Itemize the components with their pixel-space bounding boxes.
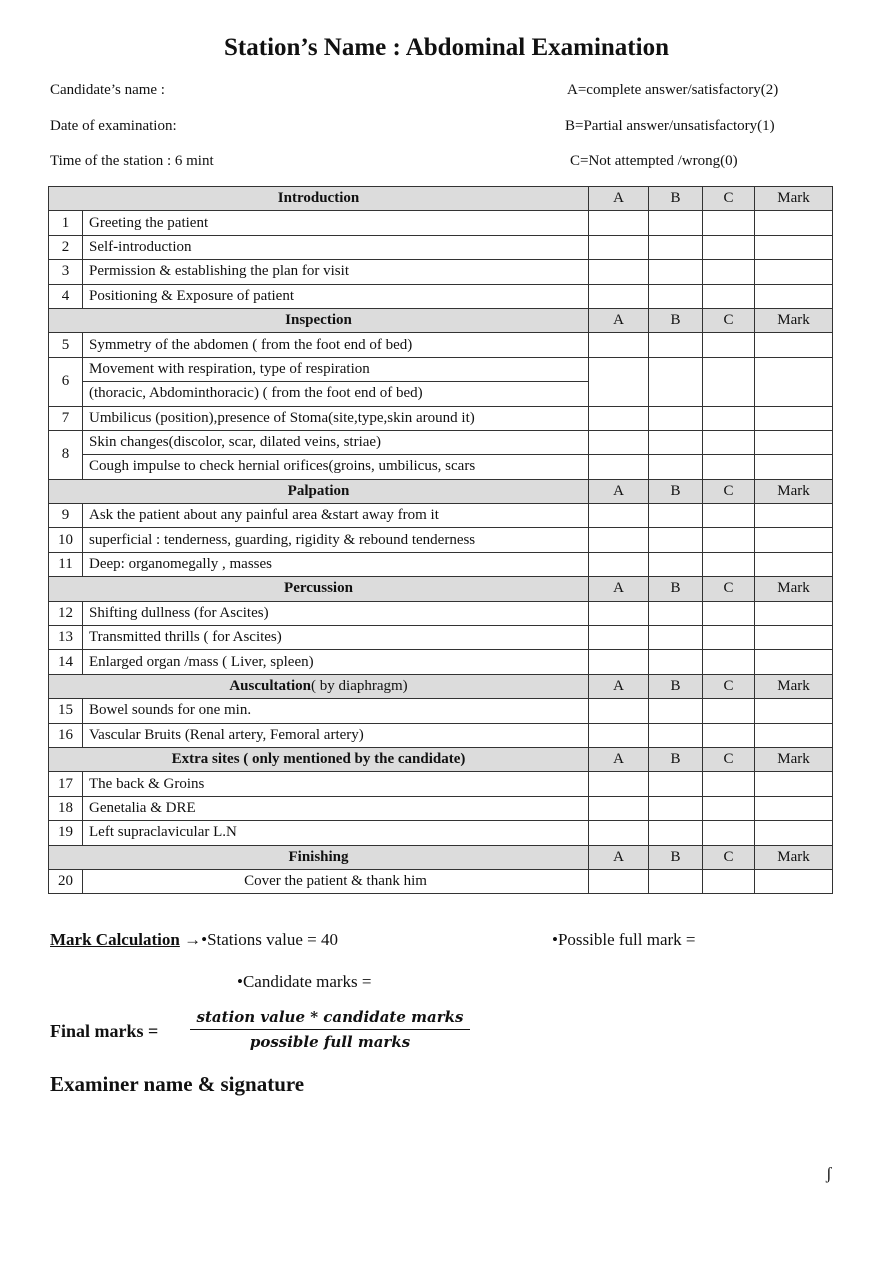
item-number: 11 — [49, 552, 83, 576]
item-text: superficial : tenderness, guarding, rigidity & rebound tenderness — [83, 528, 589, 552]
score-a-cell[interactable] — [589, 333, 649, 357]
table-row — [49, 699, 833, 723]
col-b-header: B — [649, 479, 703, 503]
station-time-label: Time of the station : 6 mint — [50, 153, 214, 169]
col-a-header: A — [589, 479, 649, 503]
score-a-cell[interactable] — [589, 211, 649, 235]
score-b-cell[interactable] — [649, 772, 703, 796]
score-a-cell[interactable] — [589, 406, 649, 430]
mark-cell[interactable] — [755, 235, 833, 259]
score-c-cell[interactable] — [703, 260, 755, 284]
item-text: Skin changes(discolor, scar, dilated veins, striae) — [83, 430, 589, 454]
table-row — [49, 626, 833, 650]
table-row — [49, 235, 833, 259]
item-text: Positioning & Exposure of patient — [83, 284, 589, 308]
page-title: Station’s Name : Abdominal Examination — [224, 34, 669, 61]
exam-date-label: Date of examination: — [50, 118, 177, 134]
item-number: 20 — [49, 869, 83, 893]
examiner-signature-label: Examiner name & signature — [50, 1072, 305, 1096]
col-mark-header: Mark — [755, 479, 833, 503]
score-c-cell[interactable] — [703, 821, 755, 845]
section-title-cell — [49, 674, 589, 698]
score-b-cell[interactable] — [649, 699, 703, 723]
item-number: 17 — [49, 772, 83, 796]
item-number: 4 — [49, 284, 83, 308]
score-b-cell[interactable] — [649, 650, 703, 674]
section-title: Auscultation — [229, 678, 312, 694]
score-c-cell[interactable] — [703, 601, 755, 625]
item-number: 6 — [49, 357, 83, 406]
score-c-cell[interactable] — [703, 430, 755, 454]
score-b-cell[interactable] — [649, 235, 703, 259]
score-c-cell[interactable] — [703, 333, 755, 357]
score-a-cell[interactable] — [589, 869, 649, 893]
table-row — [49, 284, 833, 308]
score-a-cell[interactable] — [589, 626, 649, 650]
score-a-cell[interactable] — [589, 552, 649, 576]
score-c-cell[interactable] — [703, 455, 755, 479]
item-text-continued: (thoracic, Abdominthoracic) ( from the foot end of bed) — [83, 382, 589, 406]
col-b-header: B — [649, 187, 703, 211]
mark-cell[interactable] — [755, 796, 833, 820]
final-marks-formula — [190, 1008, 470, 1051]
item-number: 2 — [49, 235, 83, 259]
col-b-header: B — [649, 674, 703, 698]
table-row — [49, 601, 833, 625]
arrow-icon: →• — [184, 930, 208, 949]
table-row — [49, 723, 833, 747]
item-text: Cover the patient & thank him — [83, 869, 589, 893]
col-mark-header: Mark — [755, 674, 833, 698]
col-c-header: C — [703, 479, 755, 503]
item-number: 1 — [49, 211, 83, 235]
checklist-table — [48, 186, 833, 894]
mark-cell[interactable] — [755, 357, 833, 406]
col-b-header: B — [649, 577, 703, 601]
mark-cell[interactable] — [755, 723, 833, 747]
score-b-cell[interactable] — [649, 796, 703, 820]
score-a-cell[interactable] — [589, 235, 649, 259]
item-text: Transmitted thrills ( for Ascites) — [83, 626, 589, 650]
score-c-cell[interactable] — [703, 699, 755, 723]
col-mark-header: Mark — [755, 747, 833, 771]
item-text-continued: Cough impulse to check hernial orifices(groins, umbilicus, scars — [83, 455, 589, 479]
candidate-name-label: Candidate’s name : — [50, 82, 165, 98]
score-a-cell[interactable] — [589, 430, 649, 454]
score-c-cell[interactable] — [703, 723, 755, 747]
item-text: Symmetry of the abdomen ( from the foot end of bed) — [83, 333, 589, 357]
col-mark-header: Mark — [755, 308, 833, 332]
item-number: 10 — [49, 528, 83, 552]
item-number: 3 — [49, 260, 83, 284]
candidate-marks: •Candidate marks = — [237, 972, 372, 991]
mark-cell[interactable] — [755, 552, 833, 576]
item-text: Bowel sounds for one min. — [83, 699, 589, 723]
section-title: Introduction — [49, 187, 589, 211]
table-row — [49, 772, 833, 796]
table-row — [49, 650, 833, 674]
score-c-cell[interactable] — [703, 357, 755, 406]
item-text: The back & Groins — [83, 772, 589, 796]
score-b-cell[interactable] — [649, 211, 703, 235]
section-title: Extra sites ( only mentioned by the candidate) — [49, 747, 589, 771]
section-header-palpation — [49, 479, 833, 503]
score-b-cell[interactable] — [649, 455, 703, 479]
item-text: Deep: organomegally , masses — [83, 552, 589, 576]
col-c-header: C — [703, 674, 755, 698]
score-a-cell[interactable] — [589, 528, 649, 552]
possible-full-mark: •Possible full mark = — [552, 930, 696, 949]
item-number: 14 — [49, 650, 83, 674]
mark-cell[interactable] — [755, 650, 833, 674]
score-a-cell[interactable] — [589, 796, 649, 820]
section-header-auscultation — [49, 674, 833, 698]
item-text: Permission & establishing the plan for visit — [83, 260, 589, 284]
item-number: 15 — [49, 699, 83, 723]
item-number: 9 — [49, 504, 83, 528]
score-c-cell[interactable] — [703, 504, 755, 528]
score-b-cell[interactable] — [649, 723, 703, 747]
mark-cell[interactable] — [755, 626, 833, 650]
mark-calculation-label: Mark Calculation — [50, 930, 180, 949]
item-text: Greeting the patient — [83, 211, 589, 235]
col-b-header: B — [649, 845, 703, 869]
item-text: Ask the patient about any painful area &start away from it — [83, 504, 589, 528]
stations-value: Stations value = 40 — [207, 930, 338, 949]
section-header-inspection — [49, 308, 833, 332]
item-text: Self-introduction — [83, 235, 589, 259]
col-a-header: A — [589, 308, 649, 332]
item-text: Enlarged organ /mass ( Liver, spleen) — [83, 650, 589, 674]
score-a-cell[interactable] — [589, 357, 649, 406]
score-b-cell[interactable] — [649, 504, 703, 528]
score-a-cell[interactable] — [589, 723, 649, 747]
col-a-header: A — [589, 747, 649, 771]
legend-c: C=Not attempted /wrong(0) — [570, 153, 738, 169]
col-a-header: A — [589, 577, 649, 601]
col-b-header: B — [649, 747, 703, 771]
col-c-header: C — [703, 308, 755, 332]
mark-cell[interactable] — [755, 284, 833, 308]
item-number: 12 — [49, 601, 83, 625]
mark-cell[interactable] — [755, 504, 833, 528]
score-b-cell[interactable] — [649, 869, 703, 893]
section-header-introduction — [49, 187, 833, 211]
score-b-cell[interactable] — [649, 260, 703, 284]
mark-cell[interactable] — [755, 699, 833, 723]
legend-b: B=Partial answer/unsatisfactory(1) — [565, 118, 775, 134]
table-row — [49, 528, 833, 552]
final-marks-label: Final marks = — [50, 1021, 159, 1041]
score-c-cell[interactable] — [703, 650, 755, 674]
item-number: 19 — [49, 821, 83, 845]
score-b-cell[interactable] — [649, 626, 703, 650]
section-note: ( by diaphragm) — [311, 678, 408, 694]
col-c-header: C — [703, 845, 755, 869]
mark-cell[interactable] — [755, 406, 833, 430]
table-row — [49, 504, 833, 528]
score-c-cell[interactable] — [703, 406, 755, 430]
section-header-percussion — [49, 577, 833, 601]
score-c-cell[interactable] — [703, 552, 755, 576]
score-a-cell[interactable] — [589, 699, 649, 723]
section-title: Percussion — [49, 577, 589, 601]
table-row — [49, 796, 833, 820]
score-b-cell[interactable] — [649, 528, 703, 552]
mark-cell[interactable] — [755, 333, 833, 357]
col-mark-header: Mark — [755, 845, 833, 869]
score-a-cell[interactable] — [589, 455, 649, 479]
col-c-header: C — [703, 747, 755, 771]
col-a-header: A — [589, 845, 649, 869]
formula-numerator: station value * candidate marks — [190, 1008, 470, 1030]
score-a-cell[interactable] — [589, 601, 649, 625]
table-row — [49, 552, 833, 576]
item-text: Vascular Bruits (Renal artery, Femoral artery) — [83, 723, 589, 747]
score-a-cell[interactable] — [589, 504, 649, 528]
mark-cell[interactable] — [755, 869, 833, 893]
mark-cell[interactable] — [755, 772, 833, 796]
item-text: Genetalia & DRE — [83, 796, 589, 820]
page-mark: ʃ — [826, 1164, 832, 1183]
mark-cell[interactable] — [755, 601, 833, 625]
item-number: 7 — [49, 406, 83, 430]
score-a-cell[interactable] — [589, 650, 649, 674]
col-c-header: C — [703, 577, 755, 601]
item-number: 8 — [49, 430, 83, 479]
mark-cell[interactable] — [755, 260, 833, 284]
item-number: 5 — [49, 333, 83, 357]
score-b-cell[interactable] — [649, 430, 703, 454]
item-text: Umbilicus (position),presence of Stoma(site,type,skin around it) — [83, 406, 589, 430]
col-c-header: C — [703, 187, 755, 211]
table-row — [49, 333, 833, 357]
score-c-cell[interactable] — [703, 869, 755, 893]
col-a-header: A — [589, 187, 649, 211]
item-text: Movement with respiration, type of respiration — [83, 357, 589, 381]
item-number: 16 — [49, 723, 83, 747]
mark-cell[interactable] — [755, 430, 833, 454]
table-row — [49, 821, 833, 845]
score-a-cell[interactable] — [589, 821, 649, 845]
score-a-cell[interactable] — [589, 772, 649, 796]
table-row — [49, 211, 833, 235]
score-c-cell[interactable] — [703, 626, 755, 650]
score-c-cell[interactable] — [703, 235, 755, 259]
item-text: Shifting dullness (for Ascites) — [83, 601, 589, 625]
score-b-cell[interactable] — [649, 821, 703, 845]
score-c-cell[interactable] — [703, 211, 755, 235]
score-b-cell[interactable] — [649, 333, 703, 357]
item-text: Left supraclavicular L.N — [83, 821, 589, 845]
table-row — [49, 260, 833, 284]
col-mark-header: Mark — [755, 577, 833, 601]
score-c-cell[interactable] — [703, 772, 755, 796]
score-b-cell[interactable] — [649, 601, 703, 625]
score-b-cell[interactable] — [649, 552, 703, 576]
mark-cell[interactable] — [755, 528, 833, 552]
item-number: 18 — [49, 796, 83, 820]
formula-denominator: possible full marks — [249, 1033, 411, 1051]
legend-a: A=complete answer/satisfactory(2) — [567, 82, 779, 98]
col-mark-header: Mark — [755, 187, 833, 211]
score-a-cell[interactable] — [589, 284, 649, 308]
mark-cell[interactable] — [755, 821, 833, 845]
table-row — [49, 869, 833, 893]
table-row-continued — [49, 455, 833, 479]
col-a-header: A — [589, 674, 649, 698]
score-c-cell[interactable] — [703, 528, 755, 552]
section-header-finishing — [49, 845, 833, 869]
mark-calculation-line — [50, 930, 338, 950]
section-header-extra-sites — [49, 747, 833, 771]
score-b-cell[interactable] — [649, 284, 703, 308]
mark-cell[interactable] — [755, 211, 833, 235]
table-row — [49, 406, 833, 430]
score-a-cell[interactable] — [589, 260, 649, 284]
table-row — [49, 430, 833, 454]
col-b-header: B — [649, 308, 703, 332]
section-title: Inspection — [49, 308, 589, 332]
score-c-cell[interactable] — [703, 796, 755, 820]
item-number: 13 — [49, 626, 83, 650]
section-title: Finishing — [49, 845, 589, 869]
score-b-cell[interactable] — [649, 357, 703, 406]
mark-cell[interactable] — [755, 455, 833, 479]
score-c-cell[interactable] — [703, 284, 755, 308]
section-title: Palpation — [49, 479, 589, 503]
score-b-cell[interactable] — [649, 406, 703, 430]
table-row — [49, 357, 833, 381]
